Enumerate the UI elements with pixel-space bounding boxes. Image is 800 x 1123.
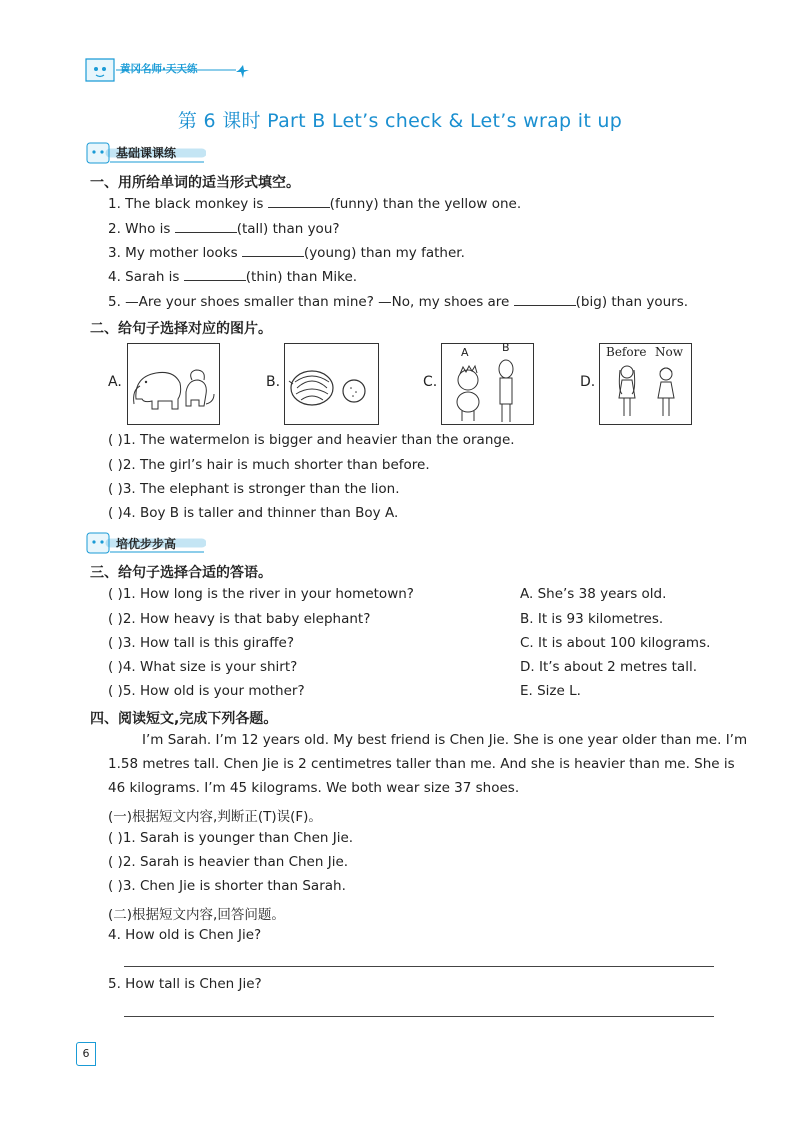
picture-c-label: C. (423, 374, 438, 390)
s2-item-4[interactable]: ( )4. Boy B is taller and thinner than Boy A. (108, 505, 399, 521)
s1-item-5: 5. —Are your shoes smaller than mine? —No, my shoes are (big) than yours. (108, 294, 689, 310)
tf-item-3[interactable]: ( )3. Chen Jie is shorter than Sarah. (108, 878, 346, 894)
tf-item-2[interactable]: ( )2. Sarah is heavier than Chen Jie. (108, 854, 349, 870)
answer-line-5[interactable] (124, 1016, 714, 1017)
s3-question-5[interactable]: ( )5. How old is your mother? (108, 683, 305, 699)
picture-d-tag-before: Before (606, 345, 647, 359)
passage-line-2: 1.58 metres tall. Chen Jie is 2 centimetres taller than me. And she is heavier than me. She is (108, 756, 735, 772)
series-logo-text: 黄冈名师·天天练 (120, 63, 198, 75)
answer-line-4[interactable] (124, 966, 714, 967)
s1-item-2: 2. Who is (tall) than you? (108, 221, 340, 237)
s3-answer-e: E. Size L. (520, 683, 581, 699)
part2-heading: (二)根据短文内容,回答问题。 (108, 907, 285, 923)
section2-heading: 二、给句子选择对应的图片。 (90, 321, 272, 337)
picture-c-tag-b: B (502, 341, 510, 354)
badge-advanced: 培优步步高 (116, 537, 177, 551)
lesson-title: 第 6 课时 Part B Let’s check & Let’s wrap it up (177, 110, 623, 132)
section3-heading: 三、给句子选择合适的答语。 (90, 565, 272, 581)
picture-d-tag-now: Now (655, 345, 683, 359)
section1-heading: 一、用所给单词的适当形式填空。 (90, 175, 300, 191)
s1-item-3: 3. My mother looks (young) than my father. (108, 245, 465, 261)
s2-item-1[interactable]: ( )1. The watermelon is bigger and heavier than the orange. (108, 432, 515, 448)
page-number: 6 (76, 1042, 96, 1066)
picture-c-tag-a: A (461, 346, 469, 359)
answer-blank[interactable] (175, 220, 237, 233)
answer-blank[interactable] (514, 293, 576, 306)
section4-heading: 四、阅读短文,完成下列各题。 (90, 711, 278, 727)
picture-boys (441, 343, 534, 425)
s1-item-4: 4. Sarah is (thin) than Mike. (108, 269, 358, 285)
s3-question-4[interactable]: ( )4. What size is your shirt? (108, 659, 298, 675)
answer-blank[interactable] (242, 244, 304, 257)
passage-line-1: I’m Sarah. I’m 12 years old. My best friend is Chen Jie. She is one year older than me. I’m (142, 732, 748, 748)
tf-item-1[interactable]: ( )1. Sarah is younger than Chen Jie. (108, 830, 354, 846)
question-5: 5. How tall is Chen Jie? (108, 976, 262, 992)
picture-d-label: D. (580, 374, 596, 390)
s1-item-1: 1. The black monkey is (funny) than the yellow one. (108, 196, 522, 212)
picture-watermelon-orange (284, 343, 379, 425)
picture-a-label: A. (108, 374, 122, 390)
badge-basic: 基础课课练 (116, 146, 177, 160)
s3-answer-a: A. She’s 38 years old. (520, 586, 667, 602)
s2-item-3[interactable]: ( )3. The elephant is stronger than the lion. (108, 481, 400, 497)
question-4: 4. How old is Chen Jie? (108, 927, 262, 943)
s3-answer-d: D. It’s about 2 metres tall. (520, 659, 697, 675)
s3-question-2[interactable]: ( )2. How heavy is that baby elephant? (108, 611, 371, 627)
passage-line-3: 46 kilograms. I’m 45 kilograms. We both wear size 37 shoes. (108, 780, 520, 796)
s3-answer-b: B. It is 93 kilometres. (520, 611, 664, 627)
part1-heading: (一)根据短文内容,判断正(T)误(F)。 (108, 809, 322, 825)
answer-blank[interactable] (268, 195, 330, 208)
s3-answer-c: C. It is about 100 kilograms. (520, 635, 711, 651)
s3-question-1[interactable]: ( )1. How long is the river in your hometown? (108, 586, 414, 602)
answer-blank[interactable] (184, 268, 246, 281)
s2-item-2[interactable]: ( )2. The girl’s hair is much shorter than before. (108, 457, 430, 473)
picture-elephant-lion (127, 343, 220, 425)
s3-question-3[interactable]: ( )3. How tall is this giraffe? (108, 635, 295, 651)
picture-b-label: B. (266, 374, 281, 390)
